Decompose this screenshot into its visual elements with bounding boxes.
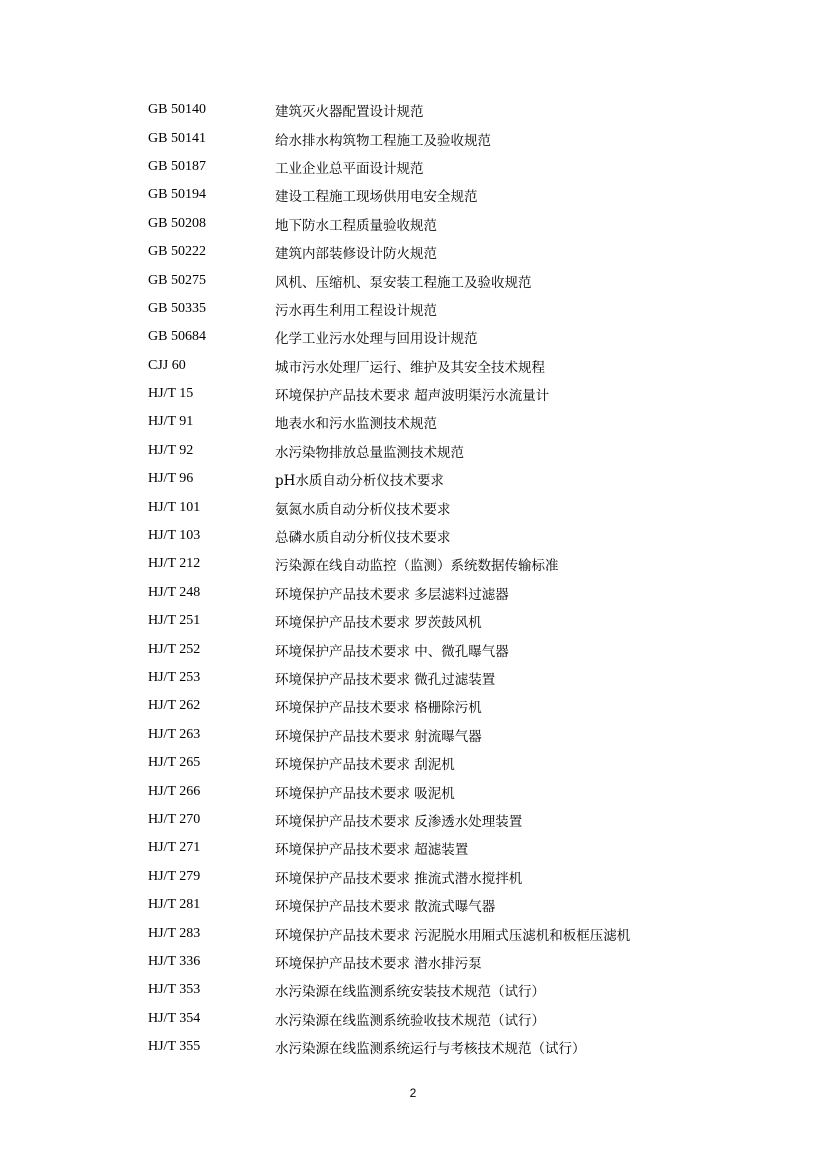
standard-row	[148, 437, 768, 465]
standard-title: 环境保护产品技术要求 射流曝气器	[275, 728, 482, 745]
standard-code: GB 50222	[148, 244, 206, 260]
standard-title: 污染源在线自动监控（监测）系统数据传输标准	[275, 558, 559, 575]
standard-title: 环境保护产品技术要求 中、微孔曝气器	[275, 643, 509, 660]
standard-row	[148, 976, 768, 1004]
standard-row	[148, 380, 768, 408]
standard-title: 环境保护产品技术要求 罗茨鼓风机	[275, 615, 482, 632]
standard-title: 环境保护产品技术要求 多层滤料过滤器	[275, 586, 509, 603]
standard-row	[148, 806, 768, 834]
standard-row	[148, 266, 768, 294]
standard-code: GB 50141	[148, 130, 206, 146]
standard-code: GB 50684	[148, 329, 206, 345]
standard-code: HJ/T 91	[148, 414, 194, 430]
standard-title: 环境保护产品技术要求 吸泥机	[275, 785, 455, 802]
standard-code: HJ/T 252	[148, 641, 201, 657]
standard-code: GB 50275	[148, 272, 206, 288]
standard-code: GB 50140	[148, 102, 206, 118]
standard-row	[148, 238, 768, 266]
standard-code: HJ/T 354	[148, 1010, 201, 1026]
standard-code: HJ/T 271	[148, 840, 201, 856]
standard-title: 环境保护产品技术要求 格栅除污机	[275, 700, 482, 717]
standard-code: HJ/T 283	[148, 925, 201, 941]
standard-row	[148, 635, 768, 663]
standard-code: HJ/T 355	[148, 1039, 201, 1055]
standard-title: 环境保护产品技术要求 超声波明渠污水流量计	[275, 388, 550, 405]
standard-title: 水污染源在线监测系统运行与考核技术规范（试行）	[275, 1041, 586, 1058]
standard-code: HJ/T 262	[148, 698, 201, 714]
standard-row	[148, 919, 768, 947]
standard-row	[148, 692, 768, 720]
standard-row	[148, 465, 768, 493]
standard-code: HJ/T 336	[148, 953, 201, 969]
standard-row	[148, 153, 768, 181]
standard-title: 环境保护产品技术要求 超滤装置	[275, 842, 469, 859]
standard-row	[148, 749, 768, 777]
standard-title: 水污染物排放总量监测技术规范	[275, 444, 464, 461]
standard-row	[148, 579, 768, 607]
standard-row	[148, 550, 768, 578]
standard-title: 工业企业总平面设计规范	[275, 160, 424, 177]
standards-list	[148, 96, 768, 1061]
standard-title: 风机、压缩机、泵安装工程施工及验收规范	[275, 274, 532, 291]
standard-title: 环境保护产品技术要求 微孔过滤装置	[275, 672, 496, 688]
standard-row	[148, 522, 768, 550]
standard-title: 污水再生利用工程设计规范	[275, 302, 437, 319]
standard-code: GB 50187	[148, 158, 206, 174]
standard-title: 环境保护产品技术要求 污泥脱水用厢式压滤机和板框压滤机	[275, 927, 631, 944]
standard-code: HJ/T 265	[148, 755, 201, 771]
standard-title: 总磷水质自动分析仪技术要求	[275, 530, 451, 547]
standard-title: 建设工程施工现场供用电安全规范	[275, 189, 478, 206]
standard-row	[148, 124, 768, 152]
standard-code: HJ/T 251	[148, 613, 201, 629]
standard-row	[148, 721, 768, 749]
standard-code: HJ/T 101	[148, 499, 201, 515]
standard-row	[148, 408, 768, 436]
standard-row	[148, 1033, 768, 1061]
standard-title: 地下防水工程质量验收规范	[275, 217, 437, 234]
standard-title: 给水排水构筑物工程施工及验收规范	[275, 132, 491, 149]
standard-code: HJ/T 248	[148, 584, 201, 600]
standard-code: HJ/T 263	[148, 726, 201, 742]
standard-row	[148, 181, 768, 209]
standard-title: 建筑内部装修设计防火规范	[275, 246, 437, 263]
standard-row	[148, 664, 768, 692]
standard-title: 环境保护产品技术要求 刮泥机	[275, 757, 455, 774]
standard-row	[148, 863, 768, 891]
standard-code: HJ/T 92	[148, 442, 194, 458]
standard-row	[148, 210, 768, 238]
standard-title: 环境保护产品技术要求 散流式曝气器	[275, 899, 496, 916]
standard-row	[148, 1005, 768, 1033]
standard-code: HJ/T 212	[148, 556, 201, 572]
standard-code: HJ/T 266	[148, 783, 201, 799]
standard-code: HJ/T 96	[148, 471, 194, 487]
standard-code: GB 50335	[148, 300, 206, 316]
standard-title: 水污染源在线监测系统验收技术规范（试行）	[275, 1012, 545, 1029]
standard-title: 城市污水处理厂运行、维护及其安全技术规程	[275, 359, 545, 376]
standard-code: HJ/T 103	[148, 528, 201, 544]
standard-code: HJ/T 353	[148, 982, 201, 998]
standard-code: CJJ 60	[148, 357, 186, 373]
standard-title: 地表水和污水监测技术规范	[275, 416, 437, 433]
standard-code: HJ/T 270	[148, 811, 201, 827]
standard-title: 建筑灭火器配置设计规范	[275, 104, 424, 121]
standard-row	[148, 777, 768, 805]
standard-code: HJ/T 279	[148, 868, 201, 884]
standard-code: HJ/T 281	[148, 897, 201, 913]
standard-code: HJ/T 15	[148, 386, 194, 402]
standard-title: 氨氮水质自动分析仪技术要求	[275, 501, 451, 518]
standard-row	[148, 493, 768, 521]
standard-row	[148, 96, 768, 124]
standard-title: 环境保护产品技术要求 反渗透水处理装置	[275, 813, 523, 830]
standard-row	[148, 323, 768, 351]
standard-title: 水污染源在线监测系统安装技术规范（试行）	[275, 984, 545, 1001]
standard-code: GB 50194	[148, 187, 206, 203]
standard-code: HJ/T 253	[148, 670, 201, 685]
standard-code: GB 50208	[148, 215, 206, 231]
standard-row	[148, 295, 768, 323]
standard-title: 化学工业污水处理与回用设计规范	[275, 331, 478, 348]
standard-row	[148, 352, 768, 380]
standard-title: 环境保护产品技术要求 潜水排污泵	[275, 955, 482, 972]
standard-title: 环境保护产品技术要求 推流式潜水搅拌机	[275, 870, 523, 887]
standard-row	[148, 834, 768, 862]
page-number: 2	[409, 1086, 417, 1100]
standard-title: pH水质自动分析仪技术要求	[275, 473, 444, 490]
standard-row	[148, 607, 768, 635]
standard-row	[148, 948, 768, 976]
standard-row	[148, 891, 768, 919]
